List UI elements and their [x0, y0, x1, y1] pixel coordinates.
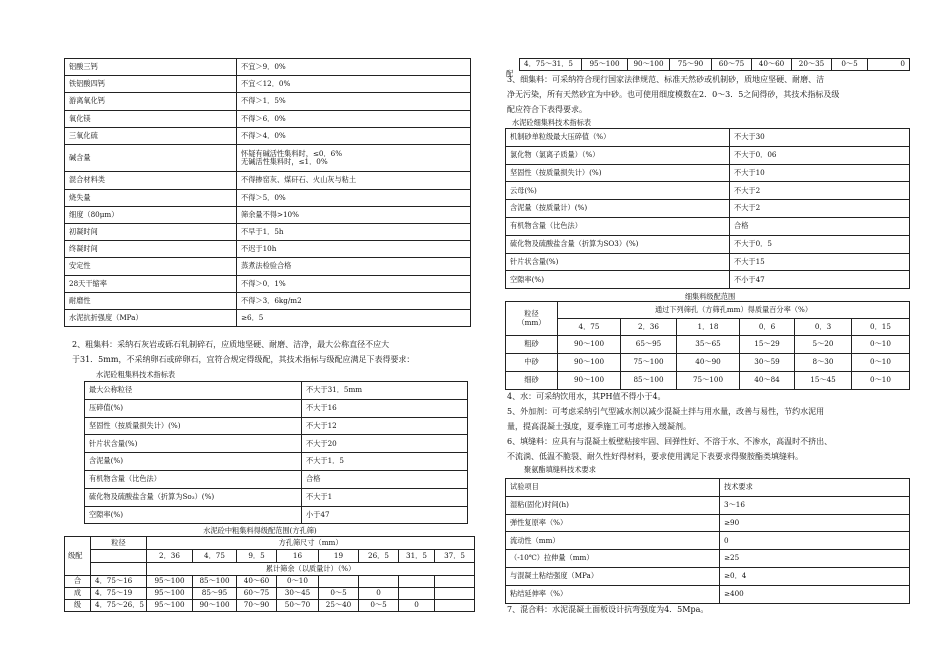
spec-value: 不大于31．5mm — [302, 382, 468, 400]
table-row — [65, 588, 475, 600]
pass-percent: 75～100 — [621, 354, 677, 372]
spec-value: 不大于0．5 — [730, 235, 910, 253]
cum-residue — [359, 576, 399, 588]
cum-residue: 95～100 — [582, 59, 628, 71]
spec-item: 云母(%) — [506, 182, 730, 200]
cum-residue — [435, 576, 475, 588]
spec-value: ≥6．5 — [237, 309, 471, 326]
spec-value: 不小于47 — [730, 271, 910, 289]
spec-item: 碱含量 — [65, 144, 237, 172]
spec-item: 空隙率(%) — [85, 506, 302, 524]
sieve-size: 0．3 — [795, 319, 852, 336]
table-row — [506, 182, 910, 200]
spec-value: 不大于1 — [302, 488, 468, 506]
spec-item: 含泥量(%) — [85, 453, 302, 471]
table-row — [65, 110, 471, 127]
spec-value: 不大于2 — [730, 200, 910, 218]
spec-value: ≥90 — [720, 514, 910, 532]
pass-percent: 90～100 — [558, 354, 621, 372]
cum-residue: 60～75 — [237, 588, 277, 600]
fine-pass-header: 通过下列筛孔（方筛孔mm）得质量百分率（%） — [558, 302, 910, 319]
fine-grade-table — [505, 301, 910, 390]
table-row — [506, 271, 910, 289]
table-row — [85, 453, 468, 471]
spec-item: 有机物含量（比色法） — [506, 217, 730, 235]
spec-item: 流动性（mm） — [506, 532, 720, 550]
cum-residue: 0～5 — [832, 59, 868, 71]
spec-value: 不得＞6．0% — [237, 110, 471, 127]
pass-percent: 75～100 — [677, 372, 740, 390]
pass-percent: 40～84 — [740, 372, 795, 390]
cum-residue — [399, 588, 435, 600]
spec-value: 不得＞0．1% — [237, 275, 471, 292]
spec-value: 筛余量不得>10% — [237, 206, 471, 223]
table-row — [85, 435, 468, 453]
cum-residue — [435, 600, 475, 612]
spec-item: 机制砂单粒级最大压碎值（%） — [506, 129, 730, 147]
particle-size: 4．75～26．5 — [91, 600, 147, 612]
sand-type: 中砂 — [506, 354, 558, 372]
particle-size: 4．75～16 — [91, 576, 147, 588]
table-row — [65, 600, 475, 612]
cum-header: 累计筛余（以质量计）（%） — [147, 563, 475, 576]
table-row — [506, 129, 910, 147]
cum-residue: 0～5 — [359, 600, 399, 612]
table-row — [506, 567, 910, 585]
table-row — [506, 514, 910, 532]
table-row — [506, 479, 910, 497]
cum-residue: 0 — [399, 600, 435, 612]
pass-percent: 65～95 — [621, 336, 677, 354]
table-row — [85, 417, 468, 435]
spec-item: 铁铝酸四钙 — [65, 76, 237, 93]
cum-residue: 95～100 — [147, 576, 193, 588]
coarse-aggregate-paragraph: 2、粗集料：采纳石灰岩或砾石轧制碎石，应质地坚硬、耐磨、洁净，最大公称直径不应大 于31．5mm，不采纳卵石或碎卵石，宜符合规定得级配，其技术指标与级配应满足下表得要求： — [72, 340, 415, 364]
spec-item: 水泥抗折强度（MPa） — [65, 309, 237, 326]
table-row — [506, 253, 910, 271]
fine-tech-table — [505, 128, 910, 289]
spec-value: 不大于1．5 — [302, 453, 468, 471]
spec-value: 不宜＞9．0% — [237, 59, 471, 76]
spec-value: 不得＞5．0% — [237, 189, 471, 206]
spec-value: 合格 — [302, 470, 468, 488]
cum-residue: 25～40 — [319, 600, 359, 612]
spec-item: 硫化物及硫酸盐含量（折算为So₃）(%) — [85, 488, 302, 506]
spec-item: 三氧化硫 — [65, 127, 237, 144]
table-row — [506, 585, 910, 603]
spec-value: 怀疑有碱活性集料时，≤0．6% 无碱活性集料时，≤1．0% — [237, 144, 471, 172]
table-row — [65, 59, 471, 76]
cum-residue: 85～100 — [193, 576, 237, 588]
sieve-size: 16 — [277, 550, 319, 563]
table-row — [506, 550, 910, 568]
spec-value: 技术要求 — [720, 479, 910, 497]
spec-value: 不大于12 — [302, 417, 468, 435]
table-row — [85, 470, 468, 488]
pass-percent: 90～100 — [558, 336, 621, 354]
cum-residue: 40～60 — [752, 59, 792, 71]
spec-value: 不宜＜12．0% — [237, 76, 471, 93]
grade-label-continued: 配 — [506, 69, 514, 78]
spec-item: 混合材料类 — [65, 172, 237, 189]
spec-item: 耐磨性 — [65, 292, 237, 309]
particle-size: 4．75～31．5 — [520, 59, 582, 71]
sieve-size: 37．5 — [435, 550, 475, 563]
table-row — [65, 93, 471, 110]
cement-spec-table — [64, 58, 471, 327]
table-row — [65, 144, 471, 172]
cum-residue: 0 — [359, 588, 399, 600]
pass-percent: 0～10 — [852, 336, 910, 354]
spec-value: 不大于20 — [302, 435, 468, 453]
fine-tech-caption: 水泥砼细集料技术指标表 — [512, 118, 592, 127]
table-row — [85, 382, 468, 400]
cum-residue: 85～95 — [193, 588, 237, 600]
spec-item: 针片状含量(%) — [85, 435, 302, 453]
spec-item: 坚固性（按质量损失计）(%) — [85, 417, 302, 435]
sand-type: 粗砂 — [506, 336, 558, 354]
cum-residue: 30～45 — [277, 588, 319, 600]
spec-value: 不早于1．5h — [237, 224, 471, 241]
spec-item: 空隙率(%) — [506, 271, 730, 289]
table-row — [65, 76, 471, 93]
cum-residue: 0～5 — [319, 588, 359, 600]
spec-value: ≥25 — [720, 550, 910, 568]
sand-type: 细砂 — [506, 372, 558, 390]
pass-percent: 30～59 — [740, 354, 795, 372]
table-row — [506, 235, 910, 253]
spec-item: 压碎值(%) — [85, 399, 302, 417]
sieve-size: 1．18 — [677, 319, 740, 336]
spec-item: 游离氧化钙 — [65, 93, 237, 110]
table-row — [85, 399, 468, 417]
cum-residue: 50～70 — [277, 600, 319, 612]
sieve-header: 方孔筛尺寸（mm） — [147, 537, 475, 550]
spec-item: 与混凝土粘结强度（MPa） — [506, 567, 720, 585]
spec-value: 不大于30 — [730, 129, 910, 147]
sieve-size: 2．36 — [147, 550, 193, 563]
remaining-paragraphs: 4、水：可采纳饮用水，其PH值不得小于4。 5、外加剂：可考虑采纳引气型减水剂以减少混凝土拌与用水量，改善与易性，节约水泥用 量，提高混凝土强度，夏季施工可考虑掺入缓凝剂。 6、填缝料：应具有与混凝土板壁粘接牢固、回弹性好、不溶于水、不渗水，高温时不挤出、 不流淌、低温不脆裂、耐久性好得材料，要求使用满足下表要求得聚胺酯类填缝料。 — [507, 392, 833, 461]
table-row — [506, 146, 910, 164]
table-row — [65, 241, 471, 258]
pass-percent: 0～10 — [852, 354, 910, 372]
table-row — [65, 224, 471, 241]
spec-item: 终凝时间 — [65, 241, 237, 258]
table-row — [506, 200, 910, 218]
sealant-table — [505, 478, 910, 604]
cum-residue: 95～100 — [147, 600, 193, 612]
cum-residue — [319, 576, 359, 588]
spec-value: 3～16 — [720, 496, 910, 514]
cum-residue — [399, 576, 435, 588]
table-row — [65, 275, 471, 292]
sealant-caption: 聚氨酯填缝料技术要求 — [524, 465, 596, 474]
spec-item: 氧化镁 — [65, 110, 237, 127]
table-row — [65, 206, 471, 223]
spec-item: 烧失量 — [65, 189, 237, 206]
pass-percent: 5～20 — [795, 336, 852, 354]
table-row — [506, 164, 910, 182]
spec-value: 不大于2 — [730, 182, 910, 200]
spec-value: 不得＞1．5% — [237, 93, 471, 110]
pass-percent: 35～65 — [677, 336, 740, 354]
table-row — [65, 258, 471, 275]
table-row — [85, 488, 468, 506]
cum-residue: 0 — [868, 59, 910, 71]
sieve-size: 19 — [319, 550, 359, 563]
spec-item: 28天干缩率 — [65, 275, 237, 292]
cum-residue: 90～100 — [193, 600, 237, 612]
table-row — [506, 354, 910, 372]
spec-item: 初凝时间 — [65, 224, 237, 241]
fine-aggregate-paragraph: 3、细集料：可采纳符合现行国家法律规范、标准天然砂或机制砂，质地应坚硬、耐磨、洁 净无污染，所有天然砂宜为中砂。也可使用细度模数在2．0～3．5之间得砂，其技术指标及级 配应符合下表得要求。 — [507, 75, 840, 114]
pass-percent: 15～29 — [740, 336, 795, 354]
spec-value: 小于47 — [302, 506, 468, 524]
spec-item: （-10℃）拉伸量（mm） — [506, 550, 720, 568]
spec-item: 湿粘(固化)时间(h) — [506, 496, 720, 514]
cum-residue: 70～90 — [237, 600, 277, 612]
spec-item: 有机物含量（比色法） — [85, 470, 302, 488]
spec-value: 不迟于10h — [237, 241, 471, 258]
cum-residue: 75～90 — [670, 59, 712, 71]
spec-value: ≥0．4 — [720, 567, 910, 585]
cum-residue: 0～10 — [277, 576, 319, 588]
mix-paragraph: 7、混合料：水泥混凝土面板设计抗弯强度为4．5Mpa。 — [507, 605, 709, 614]
table-row — [65, 576, 475, 588]
table-row — [506, 372, 910, 390]
spec-item: 铝酸三钙 — [65, 59, 237, 76]
spec-item: 试验项目 — [506, 479, 720, 497]
spec-value: 合格 — [730, 217, 910, 235]
sieve-size: 0．15 — [852, 319, 910, 336]
spec-item: 坚固性（按质量损失计）(%) — [506, 164, 730, 182]
sieve-size: 4．75 — [558, 319, 621, 336]
sieve-size: 9．5 — [237, 550, 277, 563]
spec-item: 弹性复原率（%） — [506, 514, 720, 532]
spec-item: 最大公称粒径 — [85, 382, 302, 400]
table-row — [506, 532, 910, 550]
spec-value: 不得掺窑灰、煤矸石、火山灰与粘土 — [237, 172, 471, 189]
coarse-grade-table — [64, 536, 475, 612]
spec-item: 氯化物（氯离子质量）（%） — [506, 146, 730, 164]
pass-percent: 90～100 — [558, 372, 621, 390]
spec-value: 0 — [720, 532, 910, 550]
grade-group-label: 成 — [65, 588, 91, 600]
spec-item: 细度（80μm） — [65, 206, 237, 223]
table-row — [65, 127, 471, 144]
spec-value: 不得＞3．6kg/m2 — [237, 292, 471, 309]
fine-grade-caption: 细集料级配范围 — [684, 292, 736, 301]
cum-residue: 20～35 — [792, 59, 832, 71]
spec-value: 不大于15 — [730, 253, 910, 271]
sieve-size: 26．5 — [359, 550, 399, 563]
spec-value: 不大于0．06 — [730, 146, 910, 164]
grade-group-label: 级 — [65, 600, 91, 612]
table-row — [65, 309, 471, 326]
pass-percent: 15～45 — [795, 372, 852, 390]
cum-residue: 40～60 — [237, 576, 277, 588]
pass-percent: 40～90 — [677, 354, 740, 372]
table-row — [65, 292, 471, 309]
grade-group-label: 合 — [65, 576, 91, 588]
spec-item: 针片状含量(%) — [506, 253, 730, 271]
table-row — [506, 217, 910, 235]
table-row — [85, 506, 468, 524]
fine-size-label: 粒径 （mm） — [506, 302, 558, 336]
spec-value: ≥400 — [720, 585, 910, 603]
cum-residue: 60～75 — [712, 59, 752, 71]
sieve-size: 4．75 — [193, 550, 237, 563]
spec-value: 不大于10 — [730, 164, 910, 182]
table-row — [65, 189, 471, 206]
sieve-size: 31．5 — [399, 550, 435, 563]
size-label: 粒径 — [91, 537, 147, 550]
sieve-size: 2．36 — [621, 319, 677, 336]
spec-item: 硫化物及硫酸盐含量（折算为SO3）(%) — [506, 235, 730, 253]
pass-percent: 85～100 — [621, 372, 677, 390]
table-row — [506, 496, 910, 514]
spec-value: 蒸煮法检验合格 — [237, 258, 471, 275]
sieve-size: 0．6 — [740, 319, 795, 336]
table-row — [506, 336, 910, 354]
pass-percent: 8～30 — [795, 354, 852, 372]
cum-residue: 95～100 — [147, 588, 193, 600]
coarse-grade-top-row — [519, 58, 910, 71]
grade-label: 级配 — [65, 537, 91, 576]
cum-residue — [435, 588, 475, 600]
coarse-tech-table — [84, 381, 468, 524]
coarse-tech-caption: 水泥砼粗集料技术指标表 — [96, 370, 176, 379]
spec-item: 安定性 — [65, 258, 237, 275]
coarse-grade-caption: 水泥砼中粗集料得级配范围(方孔筛) — [203, 526, 317, 535]
spec-value: 不大于16 — [302, 399, 468, 417]
spec-item: 含泥量（按质量计）(%) — [506, 200, 730, 218]
cum-residue: 90～100 — [628, 59, 670, 71]
pass-percent: 0～10 — [852, 372, 910, 390]
spec-value: 不得＞4．0% — [237, 127, 471, 144]
spec-item: 粘结延伸率（%） — [506, 585, 720, 603]
table-row — [65, 172, 471, 189]
particle-size: 4．75～19 — [91, 588, 147, 600]
